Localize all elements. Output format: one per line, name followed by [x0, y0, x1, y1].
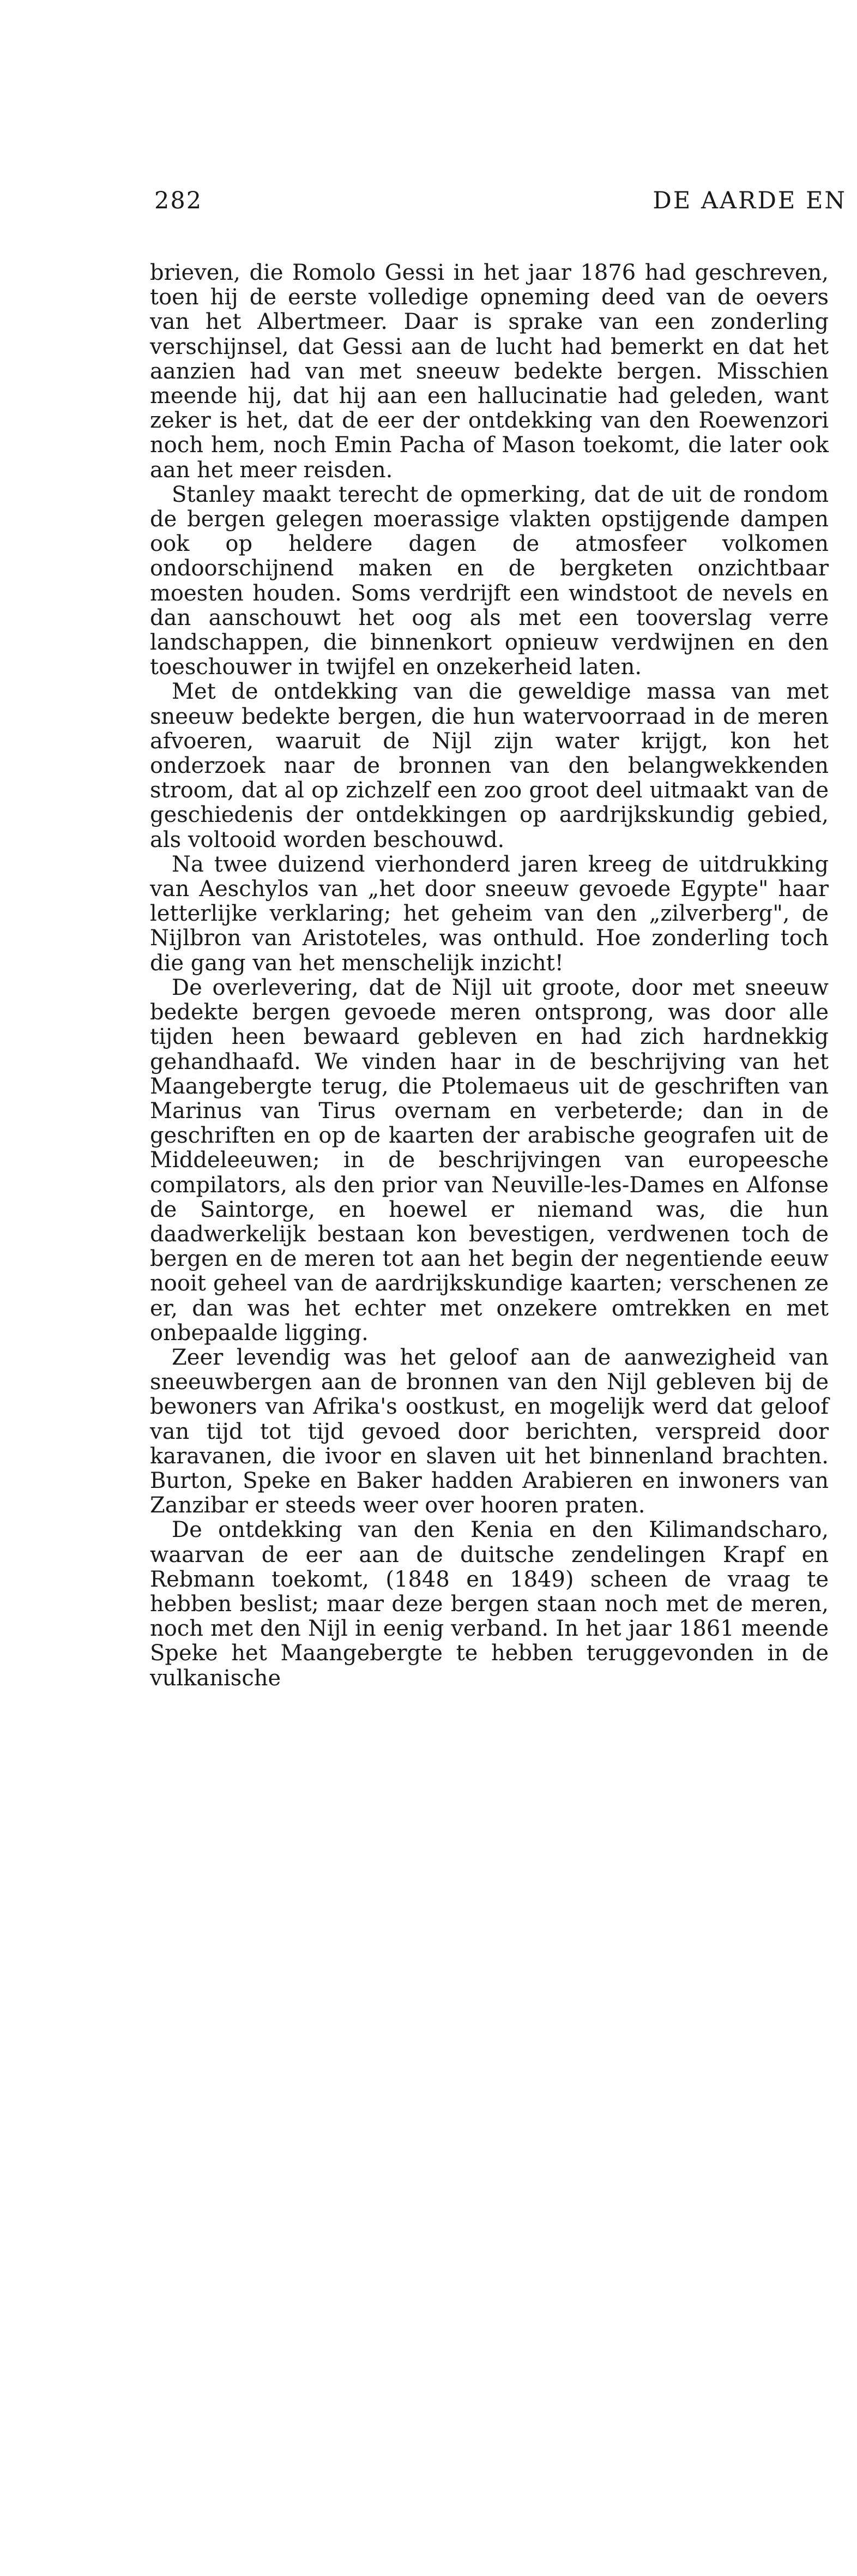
paragraph-7: De ontdekking van den Kenia en den Kilimandscharo, waarvan de eer aan de duitsche zendelingen Krapf en Rebmann toekomt, (1848 en 1849) scheen de vraag te hebben beslist; maar deze bergen staan noch met de meren, noch met den Nijl in eenig verband. In het jaar 1861 meende Speke het Maangebergte te hebben teruggevonden in de vulkanische: [150, 1517, 829, 1691]
paragraph-3: Met de ontdekking van die geweldige massa van met sneeuw bedekte bergen, die hun watervoorraad in de meren afvoeren, waaruit de Nijl zijn water krijgt, kon het onderzoek naar de bronnen van den belangwekkenden stroom, dat al op zichzelf een zoo groot deel uitmaakt van de geschiedenis der ontdekkingen op aardrijkskundig gebied, als voltooid worden beschouwd.: [150, 679, 829, 852]
paragraph-1: brieven, die Romolo Gessi in het jaar 1876 had geschreven, toen hij de eerste volledige opneming deed van de oevers van het Albertmeer. Daar is sprake van een zonderling verschijnsel, dat Gessi aan de lucht had bemerkt en dat het aanzien had van met sneeuw bedekte bergen. Misschien meende hij, dat hij aan een hallucinatie had geleden, want zeker is het, dat de eer der ontdekking van den Roewenzori noch hem, noch Emin Pacha of Mason toekomt, die later ook aan het meer reisden.: [150, 260, 829, 483]
page-number: 282: [154, 187, 203, 214]
body-text: [150, 261, 829, 1691]
paragraph-5: De overlevering, dat de Nijl uit groote, door met sneeuw bedekte bergen gevoede meren ontsprong, was door alle tijden heen bewaard gebleven en had zich hardnekkig gehandhaafd. We vinden haar in de beschrijving van het Maangebergte terug, die Ptolemaeus uit de geschriften van Marinus van Tirus overnam en verbeterde; dan in de geschriften en op de kaarten der arabische geografen uit de Middeleeuwen; in de beschrijvingen van europeesche compilators, als den prior van Neuville-les-Dames en Alfonse de Saintorge, en hoewel er niemand was, die hun daadwerkelijk bestaan kon bevestigen, verdwenen toch de bergen en de meren tot aan het begin der negentiende eeuw nooit geheel van de aardrijkskundige kaarten; verschenen ze er, dan was het echter met onzekere omtrekken en met onbepaalde ligging.: [150, 975, 829, 1346]
paragraph-2: Stanley maakt terecht de opmerking, dat de uit de rondom de bergen gelegen moerassige vlakten opstijgende dampen ook op heldere dagen de atmosfeer volkomen ondoorschijnend maken en de bergketen onzichtbaar moesten houden. Soms verdrijft een windstoot de nevels en dan aanschouwt het oog als met een tooverslag verre landschappen, die binnenkort opnieuw verdwijnen en den toeschouwer in twijfel en onzekerheid laten.: [150, 482, 829, 680]
running-head: DE AARDE EN: [653, 187, 847, 214]
paragraph-6: Zeer levendig was het geloof aan de aanwezigheid van sneeuwbergen aan de bronnen van den Nijl gebleven bij de bewoners van Afrika's oostkust, en mogelijk werd dat geloof van tijd tot tijd gevoed door berichten, verspreid door karavanen, die ivoor en slaven uit het binnenland brachten. Burton, Speke en Baker hadden Arabieren en inwoners van Zanzibar er steeds weer over hooren praten.: [150, 1344, 829, 1518]
page-header: [154, 187, 847, 220]
paragraph-4: Na twee duizend vierhonderd jaren kreeg de uitdrukking van Aeschylos van „het door sneeuw gevoede Egypte" haar letterlijke verklaring; het geheim van den „zilverberg", de Nijlbron van Aristoteles, was onthuld. Hoe zonderling toch die gang van het menschelijk inzicht!: [150, 851, 829, 976]
